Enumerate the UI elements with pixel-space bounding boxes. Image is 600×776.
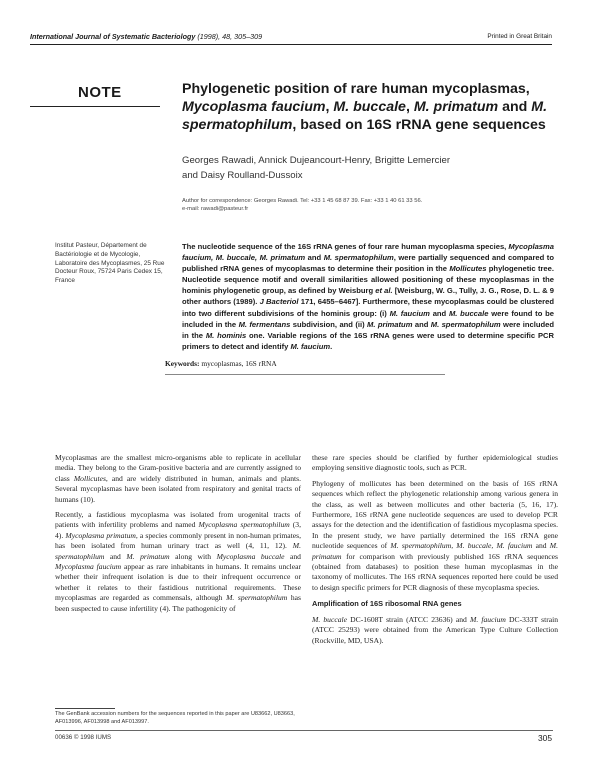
body-paragraph: Mycoplasmas are the smallest micro-organisms able to replicate in acellular media. They belong to the Gram-positive bacteria and are currently assigned to class Mollicutes, and are widely distributed in human, animals and plants. Several mycoplasmas have been isolated from respiratory and genital tracts of humans (10). [55, 453, 301, 504]
correspondence-line-1: Author for correspondence: Georges Rawadi. Tel: +33 1 45 68 87 39. Fax: +33 1 40 61 33 56. [182, 198, 423, 204]
correspondence-email: e-mail: rawadi@pasteur.fr [182, 206, 249, 212]
body-paragraph: Recently, a fastidious mycoplasma was isolated from urogenital tracts of patients with infertility problems and named Mycoplasma spermatophilum (3, 4). Mycoplasma primatum, a species commonly present in non-human primates, has been isolated from human urinary tract as well (4, 11, 12). M. spermatophilum and M. primatum along with Mycoplasma buccale and Mycoplasma faucium appear as rare inhabitants in humans. It remains unclear whether their infrequent isolation is due to their infrequent occurrence or whether it relates to their fastidious nutritional requirements. These mycoplasmas are regarded as commensals, although M. spermatophilum has been suspected to cause infertility (4). The pathogenicity of [55, 510, 302, 613]
authors-line-1: Georges Rawadi, Annick Dujeancourt-Henry, Brigitte Lemercier [182, 155, 451, 166]
author-list [182, 153, 552, 183]
body-column-right [312, 453, 558, 651]
abstract: The nucleotide sequence of the 16S rRNA genes of four rare human mycoplasma species, Mycoplasma faucium, M. buccale, M. primatum and M. spermatophilum, were partially sequenced and compared to published rRNA genes of mycoplasmas to determine their position in the Mollicutes phylogenetic tree. Nucleotide sequence motif and overall similarities allowed positioning of these mycoplasmas in the hominis phylogenetic group, as defined by Weisburg et al. [Weisburg, W. G., Tully, J. G., Rose, D. L. & 9 other authors (1989). J Bacteriol 171, 6455–6467]. Furthermore, these mycoplasmas could be clustered into two different subdivisions of the hominis group: (i) M. faucium and M. buccale were found to be included in the M. fermentans subdivision, and (ii) M. primatum and M. spermatophilum were included in the M. hominis one. Variable regions of the 16S rRNA genes were used to determine specific PCR primers to detect and identify M. faucium. [182, 242, 555, 351]
journal-name: International Journal of Systematic Bacteriology [30, 32, 196, 41]
header-rule [30, 44, 552, 45]
keywords-rule [165, 374, 445, 375]
footnote-rule [55, 708, 115, 709]
correspondence-info [182, 197, 562, 213]
authors-line-2: and Daisy Roulland-Dussoix [182, 170, 303, 181]
section-heading: Amplification of 16S ribosomal RNA genes [312, 599, 462, 609]
body-paragraph: these rare species should be clarified by further epidemiological studies employing sensitive diagnostic tools, such as PCR. [312, 453, 558, 473]
author-affiliation: Institut Pasteur, Département de Bactériologie et de Mycologie, Laboratoire des Mycoplasmes, 25 Rue Docteur Roux, 75724 Paris Cedex 15, France [55, 242, 165, 285]
keywords-value: mycoplasmas, 16S rRNA [199, 359, 277, 368]
copyright-line: 00636 © 1998 IUMS [55, 734, 112, 741]
journal-citation [30, 32, 262, 41]
keywords-label: Keywords: [165, 359, 200, 368]
page-number: 305 [538, 733, 552, 743]
journal-volume-pages: (1998), 48, 305–309 [195, 32, 263, 41]
body-column-left [55, 453, 301, 619]
body-paragraph: Phylogeny of mollicutes has been determined on the basis of 16S rRNA sequences which reflect the phylogenetic relationship among various genera in the class, as well as between mollicutes and other bacteria (5, 16, 17). Furthermore, 16S rRNA gene nucleotide sequences are used to develop PCR assays for the detection and the identification of fastidious mycoplasma species. In the present study, we have partially determined the 16S rRNA gene nucleotide sequences of M. spermatophilum, M. buccale, M. faucium and M. primatum for comparison with previously published 16S rRNA sequences (obtained from databases) to position these human mycoplasmas in the taxonomy of mollicutes. The 16S rRNA sequences reported here could be used to design specific primers for PCR diagnosis of these mycoplasma species. [312, 478, 559, 592]
body-paragraph: M. buccale DC-1608T strain (ATCC 23636) and M. faucium DC-333T strain (ATCC 25293) were obtained from the American Type Culture Collection (Rockville, MD, USA). [312, 614, 559, 645]
genbank-footnote: The GenBank accession numbers for the sequences reported in this paper are U83662, U83663, AF013996, AF013998 and AF013997. [55, 711, 295, 725]
article-type-label: NOTE [78, 84, 122, 101]
footer-rule [55, 730, 553, 731]
keywords [165, 359, 277, 368]
note-rule [30, 106, 160, 107]
printed-in: Printed in Great Britain [487, 33, 552, 40]
article-title: Phylogenetic position of rare human mycoplasmas, Mycoplasma faucium, M. buccale, M. primatum and M. spermatophilum, based on 16S rRNA gene sequences [182, 81, 548, 133]
